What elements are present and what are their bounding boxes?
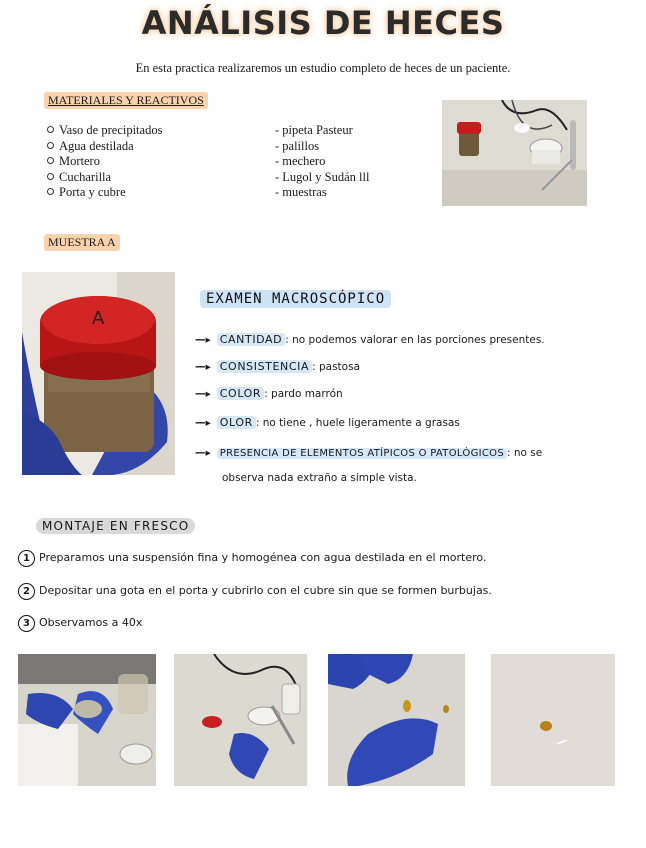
coverslip-photo	[491, 654, 615, 786]
step-item: 3 Observamos a 40x	[18, 615, 142, 632]
arrow-right-icon: —▸	[195, 417, 211, 429]
list-item: Cucharilla	[47, 170, 162, 186]
list-item: Mortero	[47, 154, 162, 170]
arrow-right-icon: —▸	[195, 447, 211, 459]
intro-text: En esta practica realizaremos un estudio completo de heces de un paciente.	[135, 61, 511, 75]
arrow-right-icon: —▸	[195, 334, 211, 346]
mortar-preparation-photo	[18, 654, 156, 786]
macroscopic-title: EXAMEN MACROSCÓPICO	[200, 290, 391, 308]
circle-bullet-icon	[47, 142, 54, 149]
arrow-right-icon: —▸	[195, 361, 211, 373]
jar-label: A	[92, 308, 105, 329]
step-item: 2 Depositar una gota en el porta y cubrirlo con el cubre sin que se formen burbujas.	[18, 583, 492, 600]
macro-item-consistencia: —▸ CONSISTENCIA : pastosa	[195, 360, 361, 373]
list-item: - Lugol y Sudán lll	[275, 169, 370, 184]
macro-item-cantidad: —▸ CANTIDAD : no podemos valorar en las porciones presentes.	[195, 333, 545, 346]
slide-drop-photo	[328, 654, 465, 786]
list-item: Porta y cubre	[47, 185, 162, 201]
arrow-right-icon: —▸	[195, 388, 211, 400]
list-item: - muestras	[275, 185, 327, 199]
materials-list-right	[275, 123, 369, 201]
sample-heading: MUESTRA A	[44, 234, 120, 251]
circle-bullet-icon	[47, 188, 54, 195]
macro-item-olor: —▸ OLOR : no tiene , huele ligeramente a grasas	[195, 416, 460, 429]
montaje-title: MONTAJE EN FRESCO	[36, 518, 195, 534]
circle-bullet-icon	[47, 157, 54, 164]
list-item: Vaso de precipitados	[47, 123, 162, 139]
list-item: - pipeta Pasteur	[275, 123, 353, 137]
sample-jar-photo	[22, 272, 175, 475]
materials-photo	[442, 100, 587, 206]
circle-bullet-icon	[47, 126, 54, 133]
macro-item-continuation: observa nada extraño a simple vista.	[222, 472, 417, 484]
macro-item-color: —▸ COLOR : pardo marrón	[195, 387, 343, 400]
circle-bullet-icon	[47, 173, 54, 180]
macro-item-presencia: —▸ PRESENCIA DE ELEMENTOS ATÍPICOS O PATOLÓGICOS : no se	[195, 447, 543, 459]
bench-mortar-photo	[174, 654, 307, 786]
list-item: Agua destilada	[47, 139, 162, 155]
list-item: - mechero	[275, 154, 326, 168]
step-item: 1 Preparamos una suspensión fina y homogénea con agua destilada en el mortero.	[18, 550, 486, 567]
materials-list-left	[47, 123, 162, 201]
list-item: - palillos	[275, 138, 320, 153]
materials-heading: MATERIALES Y REACTIVOS	[44, 92, 208, 109]
page-title: ANÁLISIS DE HECES	[141, 4, 505, 42]
